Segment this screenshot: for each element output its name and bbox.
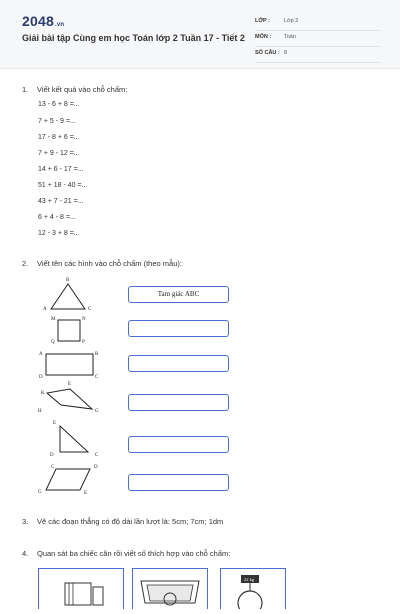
vertex-label: K	[41, 391, 45, 396]
right-triangle-edc-shape	[60, 426, 88, 452]
vertex-label: H	[38, 409, 42, 414]
vertex-label: G	[95, 409, 99, 414]
vertex-label: D	[94, 465, 98, 470]
vertex-label: A	[43, 307, 47, 312]
calc-item: 17 - 8 + 6 =...	[38, 134, 80, 141]
meta-row-count: SỐ CÂU : 8	[255, 48, 380, 63]
vertex-label: C	[95, 453, 99, 458]
vertex-label: G	[38, 490, 42, 495]
answer-field-2[interactable]	[128, 320, 229, 337]
vertex-label: N	[82, 317, 86, 322]
vertex-label: D	[50, 453, 54, 458]
site-logo[interactable]: 2048.vn	[22, 13, 65, 29]
vertex-label: C	[51, 465, 55, 470]
answer-field-4[interactable]	[128, 394, 229, 411]
vertex-label: B	[95, 352, 99, 357]
scale-illustration	[133, 569, 207, 609]
calc-item: 51 + 18 - 40 =...	[38, 182, 88, 189]
vertex-label: D	[39, 375, 43, 380]
vertex-label: C	[88, 307, 92, 312]
scale-illustration	[221, 569, 285, 609]
answer-field-6[interactable]	[128, 474, 229, 491]
calc-item: 6 + 4 - 8 =...	[38, 214, 76, 221]
vertex-label: A	[39, 352, 43, 357]
calc-item: 13 - 6 + 8 =...	[38, 101, 80, 108]
calc-item: 43 + 7 - 21 =...	[38, 198, 84, 205]
vertex-label: Q	[51, 340, 55, 345]
vertex-label: E	[53, 421, 57, 426]
vertex-label: E	[68, 382, 72, 387]
vertex-label: M	[51, 317, 56, 322]
weight-label: 22 kg	[244, 577, 255, 582]
parallelogram-cdeg-shape	[46, 469, 90, 490]
meta-row-subject: MÔN : Toán	[255, 32, 380, 47]
vertex-label: P	[82, 340, 85, 345]
rectangle-abcd-shape	[46, 354, 93, 375]
answer-field-5[interactable]	[128, 436, 229, 453]
vertex-label: E	[84, 491, 88, 496]
square-mnpq-shape	[58, 320, 80, 341]
vertex-label: C	[95, 375, 99, 380]
calc-item: 7 + 9 - 12 =...	[38, 150, 80, 157]
calc-item: 14 + 6 - 17 =...	[38, 166, 84, 173]
answer-field-3[interactable]	[128, 355, 229, 372]
scale-illustration	[39, 569, 123, 609]
meta-row-class: LỚP : Lớp 2	[255, 16, 380, 31]
triangle-abc-shape	[51, 284, 85, 309]
calc-item: 7 + 5 - 9 =...	[38, 118, 76, 125]
vertex-label: B	[66, 278, 70, 283]
quadrilateral-ekhg-shape	[47, 389, 92, 409]
scale-image-1	[38, 568, 124, 609]
calc-item: 12 - 3 + 8 =...	[38, 230, 80, 237]
scale-image-3	[220, 568, 286, 609]
answer-field-1[interactable]: Tam giác ABC	[128, 286, 229, 303]
document-title: Giải bài tập Cùng em học Toán lớp 2 Tuần 17 - Tiết 2	[22, 33, 245, 43]
scale-image-2	[132, 568, 208, 609]
